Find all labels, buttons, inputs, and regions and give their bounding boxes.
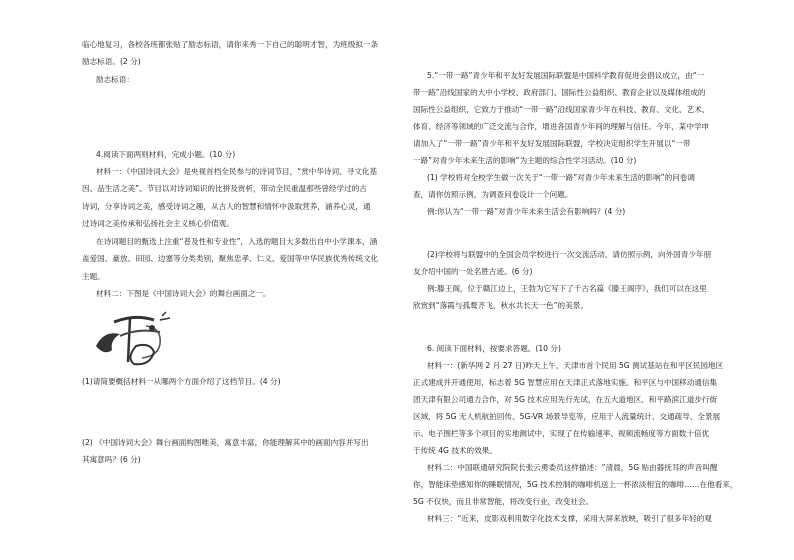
text-line: 材料一：(新华网 2 月 27 日)昨天上午，天津市首个民用 5G 测试基站在和平区民园地区 (427, 361, 724, 370)
text-line: 材料二：中国联通研究院院长张云勇委员这样描述：“清晨，5G 贴由器抚耳的声音叫醒 (427, 463, 718, 472)
text-line: 国际性公益组织，它致力于推动“一带一路”沿线国家青少年在科技、教育、文化、艺术、 (413, 105, 710, 114)
question-5-2: (2)学校将与联盟中的全国会员学校进行一次交流活动，请仿照示例，向外国青少年朋 (427, 250, 712, 259)
text-line: 材料一：《中国诗词大会》是央视首档全民参与的诗词节目，“赏中华诗词、寻文化基 (96, 167, 378, 176)
question-6-heading: 6. 阅读下面材料，按要求答题。(10 分) (427, 344, 561, 353)
text-line: 盖爱国、豪放、田园、边塞等分类类别，聚焦忠孝、仁义、爱国等中华民族优秀传统文化 (82, 254, 379, 263)
text-line: 例:你认为“一带一路”对青少年未来生活会有影响吗？(4 分) (427, 207, 626, 216)
text-line: 体育、经济等领域的广泛交流与合作，增进各国青少年间的理解与信任。今年，某中学申 (413, 122, 710, 131)
text-line: 示、电子围栏等多个项目的实地测试中，实现了在传输速率、视频流畅度等方面数十倍优 (413, 429, 710, 438)
text-line: 过诗词之美传承和弘扬社会主义核心价值观。 (82, 219, 234, 228)
question-4-2: (2) 《中国诗词大会》舞台画面构图唯美，寓意丰富，你能理解其中的画面内容并写出 (82, 438, 369, 447)
question-5-heading: 5.“一带一路”青少年和平友好发展国际联盟是中国科学教育促进会倡议成立，由“一 (427, 71, 705, 80)
text-line: 请加入了“一带一路”青少年和平友好发展国际联盟，学校决定组织学生开展以“一带 (413, 139, 691, 148)
poetry-conference-logo (90, 306, 176, 370)
question-5-1: (1) 学校将对全校学生做一次关于“一带一路”对青少年未来生活的影响”的问卷调 (427, 173, 695, 182)
text-line: 你，智能床垫感知你的睡眠情况，5G 技术控制的咖啡机送上一杯浓淡相宜的咖啡……在他看来， (413, 480, 738, 489)
text-line: 带一路”沿线国家的大中小学校、政府部门、国际性公益组织、教育企业以及媒体组成的 (413, 88, 706, 97)
question-4-heading: 4.阅读下面两则材料，完成小题。(10 分) (96, 150, 236, 159)
text-line: 励志标语。(2 分) (82, 57, 141, 66)
text-line: 主题。 (82, 272, 105, 281)
text-line: 团天津有限公司通力合作，对 5G 技术应用先行先试，在五大道地区、和平路滨江道步行街 (413, 395, 718, 404)
text-line: 友介绍中国的一处名胜古迹。(6 分) (413, 267, 533, 276)
text-line: 其寓意吗？(6 分) (82, 455, 141, 464)
text-line: 于传统 4G 技术的效果。 (413, 446, 497, 455)
text-line: 材料二：下图是《中国诗词大会》的舞台画面之一。 (96, 289, 271, 298)
text-line: 材料三：“近来，皮影戏利用数字化技术支撑，采用大屏来放映，吸引了很多年轻的观 (427, 514, 712, 523)
text-line: 例:滕王阁，位于赣江边上，王勃为它写下了千古名篇《滕王阁序》，我们可以在这里 (427, 284, 707, 293)
text-line: 诗词，分享诗词之美，感受诗词之趣，从古人的智慧和情怀中汲取营养，涵养心灵，通 (82, 202, 371, 211)
question-4-1: (1)请简要概括材料一从哪两个方面介绍了这档节目。(4 分) (82, 377, 281, 386)
text-line: 因、品生活之美”。节目以对诗词知识的比拼及赏析，带动全民重温那些曾经学过的古 (82, 184, 367, 193)
label-motto: 励志标语： (96, 75, 134, 84)
text-line: 正式建成并开通使用，标志着 5G 智慧应用在天津正式落地实施。和平区与中国移动通信集 (413, 378, 718, 387)
text-line: 5G 不仅快，而且非常智能，将改变行业，改变社会。 (413, 497, 594, 506)
text-line: 一路”对青少年未来生活的影响”为主题的综合性学习活动。(10 分) (413, 156, 637, 165)
text-line: 欣赏到“落霞与孤鹜齐飞，秋水共长天一色”的美景。 (413, 301, 588, 310)
text-line: 查，请你仿照示例，为调查问卷设计一个问题。 (413, 190, 573, 199)
text-line: 在诗词题目的甄选上注重“普及性和专业性”，入选的题目大多数出自中小学课本，涵 (96, 237, 378, 246)
text-line: 临心地复习，各校各班都张贴了励志标语，请你来秀一下自己的聪明才智，为班级拟一条 (82, 40, 379, 49)
text-line: 区域，将 5G 无人机航拍回传、5G-VR 场景导览等，应用于人流量统计、交通疏导、全景展 (413, 412, 721, 421)
